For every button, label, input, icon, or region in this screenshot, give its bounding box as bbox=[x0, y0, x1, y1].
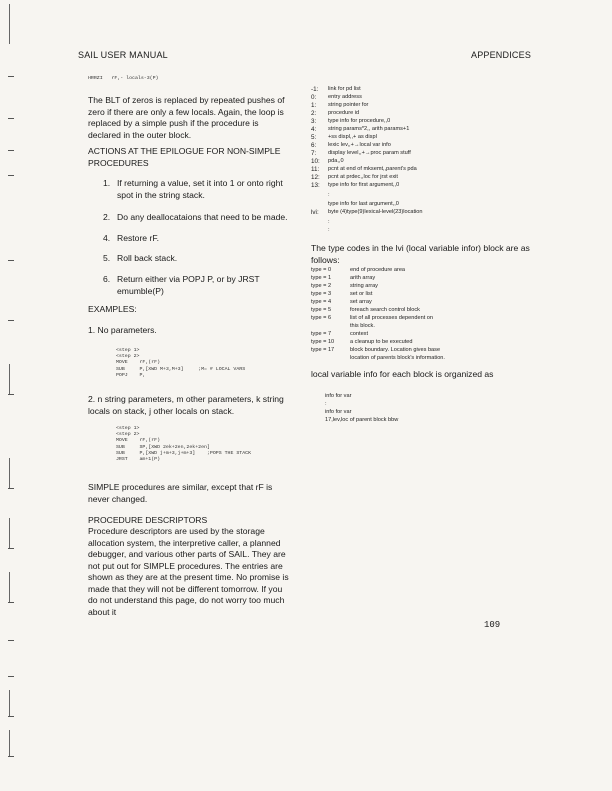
type-code: type = 7 bbox=[311, 331, 332, 337]
descriptor-entry: pcnt at prdec,,loc for jrst exit bbox=[328, 174, 398, 180]
descriptor-entry: byte (4)type(9)lexical-level(23)location bbox=[328, 209, 423, 215]
type-code: type = 2 bbox=[311, 283, 332, 289]
section-heading-epilogue: ACTIONS AT THE EPILOGUE FOR NON-SIMPLE PROCEDURES bbox=[88, 146, 281, 168]
step-number: 4. bbox=[103, 233, 111, 243]
local-var-row: : bbox=[325, 401, 327, 407]
descriptor-entry: link for pd list bbox=[328, 86, 361, 92]
procedure-descriptors-heading: PROCEDURE DESCRIPTORS bbox=[88, 515, 208, 525]
descriptor-offset: 7: bbox=[311, 150, 317, 157]
step-text: Roll back stack. bbox=[117, 253, 178, 263]
descriptor-offset: -1: bbox=[311, 86, 319, 93]
descriptor-offset: 4: bbox=[311, 126, 317, 133]
type-desc: string array bbox=[350, 283, 378, 289]
local-var-row: info for var bbox=[325, 393, 352, 399]
descriptor-offset: 1: bbox=[311, 102, 317, 109]
step-number: 6. bbox=[103, 274, 111, 284]
descriptor-entry: type info for last argument,,0 bbox=[328, 201, 399, 207]
type-desc: set array bbox=[350, 299, 372, 305]
type-desc: location of parents block's information. bbox=[350, 355, 445, 361]
type-desc: set or list bbox=[350, 291, 373, 297]
local-var-row: info for var bbox=[325, 409, 352, 415]
example-2-heading: 2. n string parameters, m other parameters, k string locals on stack, j other locals on stack. bbox=[88, 394, 284, 416]
type-code: type = 10 bbox=[311, 339, 335, 345]
type-code: type = 17 bbox=[311, 347, 335, 353]
step-text: Return either via POPJ P, or by JRST emumble(P) bbox=[117, 274, 260, 296]
type-desc: foreach search control block bbox=[350, 307, 420, 313]
step-number: 1. bbox=[103, 178, 111, 188]
descriptor-entry: string pointer for bbox=[328, 102, 369, 108]
step-number: 5. bbox=[103, 253, 111, 263]
type-desc: a cleanup to be executed bbox=[350, 339, 413, 345]
step-text: Do any deallocataions that need to be made. bbox=[117, 212, 288, 222]
type-desc: list of all processes dependent on bbox=[350, 315, 434, 321]
descriptor-offset: 12: bbox=[311, 174, 320, 181]
type-code: type = 6 bbox=[311, 315, 332, 321]
example-2-code: <step 1> <step 2> MOVE rF,(rF) SUB SP,[XWD 2ek+2en,2ek+2en] SUB P,[XWD j+m+3,j+m+3] ;POPS THE STACK JRST am+1(P) bbox=[116, 426, 252, 463]
descriptor-offset: 5: bbox=[311, 134, 317, 141]
descriptor-offset: 2: bbox=[311, 110, 317, 117]
type-desc: this block. bbox=[350, 323, 375, 329]
descriptor-entry: string params*2,, arith params+1 bbox=[328, 126, 410, 132]
descriptor-offset: lvi: bbox=[311, 209, 319, 216]
descriptor-entry: : bbox=[328, 219, 330, 225]
example-1-heading: 1. No parameters. bbox=[88, 325, 157, 335]
type-code: type = 1 bbox=[311, 275, 332, 281]
descriptor-offset: 10: bbox=[311, 158, 320, 165]
descriptor-entry: display level,,+→proc param stuff bbox=[328, 150, 411, 156]
type-code: type = 0 bbox=[311, 267, 332, 273]
type-desc: end of procedure area bbox=[350, 267, 406, 273]
descriptor-offset: 0: bbox=[311, 94, 317, 101]
descriptor-offset: 3: bbox=[311, 118, 317, 125]
procedure-descriptors-text: Procedure descriptors are used by the storage allocation system, the interpretive caller, a planned debugger, and various other parts of SAIL. They are not put out for SIMPLE procedures. The entries are shown as they are at the present time. No promise is made that they will not be different tomorrow. If you do not understand this page, do not worry too much about it bbox=[88, 526, 289, 617]
descriptor-offset: 11: bbox=[311, 166, 320, 173]
descriptor-entry: procedure id bbox=[328, 110, 360, 116]
descriptor-entry: +ss displ,,+ as displ bbox=[328, 134, 377, 140]
example-1-code: <step 1> <step 2> MOVE rF,(rF) SUB P,[XWD M+3,M+3] ;M= # LOCAL VARS POPJ P, bbox=[116, 348, 246, 378]
code-hrrzi: HRRZI rF,- locals-3(P) bbox=[88, 76, 159, 81]
type-codes-intro: The type codes in the lvi (local variable infor) block are as follows: bbox=[311, 243, 530, 265]
descriptor-offset: 13: bbox=[311, 182, 320, 189]
descriptor-entry: lexic lev,,+→local var info bbox=[328, 142, 391, 148]
running-header-left: SAIL USER MANUAL bbox=[78, 50, 168, 60]
descriptor-offset: 6: bbox=[311, 142, 317, 149]
step-text: Restore rF. bbox=[117, 233, 160, 243]
simple-procedures-note: SIMPLE procedures are similar, except that rF is never changed. bbox=[88, 482, 273, 504]
paragraph-blt: The BLT of zeros is replaced by repeated pushes of zero if there are only a few locals. Again, the loop is replaced by a simple push if the procedure is declared in the outer block. bbox=[88, 95, 285, 140]
type-desc: context bbox=[350, 331, 369, 337]
type-desc: block boundary. Location gives base bbox=[350, 347, 441, 353]
descriptor-entry: pcnt at end of mksemt,,parent's pda bbox=[328, 166, 417, 172]
descriptor-entry: type info for first argument,,0 bbox=[328, 182, 400, 188]
descriptor-entry: : bbox=[328, 227, 330, 233]
step-text: If returning a value, set it into 1 or onto right spot in the string stack. bbox=[117, 178, 283, 200]
descriptor-entry: pda,,0 bbox=[328, 158, 344, 164]
type-desc: arith array bbox=[350, 275, 376, 281]
descriptor-entry: entry address bbox=[328, 94, 362, 100]
examples-heading: EXAMPLES: bbox=[88, 304, 137, 314]
page-number: 109 bbox=[484, 620, 501, 630]
type-code: type = 5 bbox=[311, 307, 332, 313]
running-header-right: APPENDICES bbox=[471, 50, 532, 60]
local-var-row: 17,lev,loc of parent block bbw bbox=[325, 417, 399, 423]
type-code: type = 4 bbox=[311, 299, 332, 305]
local-variable-info-text: local variable info for each block is organized as bbox=[311, 369, 494, 379]
step-number: 2. bbox=[103, 212, 111, 222]
type-code: type = 3 bbox=[311, 291, 332, 297]
descriptor-entry: type info for procedure,,0 bbox=[328, 118, 391, 124]
descriptor-entry: : bbox=[328, 192, 330, 198]
